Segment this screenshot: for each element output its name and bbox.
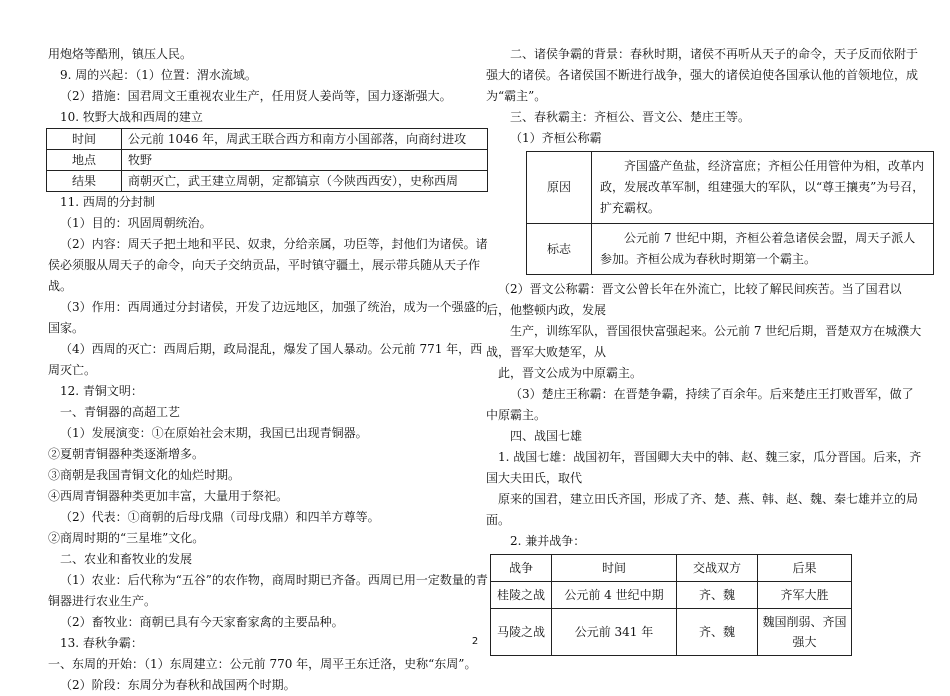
- paragraph: （4）西周的灭亡：西周后期，政局混乱，爆发了国人暴动。公元前 771 年，西周灭亡。: [48, 342, 483, 377]
- table-row: [527, 152, 934, 224]
- table-header: 交战双方: [677, 555, 758, 582]
- table-header: 后果: [758, 555, 852, 582]
- paragraph: （1）发展演变：①在原始社会末期，我国已出现青铜器。: [60, 426, 368, 440]
- table-cell: 结果: [47, 171, 122, 192]
- table-cell: 时间: [47, 129, 122, 150]
- table-row: [491, 582, 852, 609]
- table-cell: 马陵之战: [491, 609, 552, 656]
- paragraph: （2）畜牧业：商朝已具有今天家畜家禽的主要品种。: [60, 615, 344, 629]
- table-row: [491, 609, 852, 656]
- section-heading-12: 12. 青铜文明：: [60, 384, 143, 398]
- paragraph: ④西周青铜器种类更加丰富，大量用于祭祀。: [48, 489, 289, 503]
- paragraph: 二、诸侯争霸的背景：春秋时期，诸侯不再听从天子的命令，天子反而依附于强大的诸侯。各诸侯国不断进行战争，强大的诸侯迫使各国承认他的首领地位，成为“霸主”。: [486, 47, 919, 103]
- page-number: 2: [471, 636, 479, 647]
- paragraph: 原来的国君，建立田氏齐国，形成了齐、楚、燕、韩、赵、魏、秦七雄并立的局面。: [486, 492, 919, 527]
- table-cell: 牧野: [122, 150, 488, 171]
- paragraph: （2）晋文公称霸：晋文公曾长年在外流亡，比较了解民间疾苦。当了国君以后，他整顿内政，发展: [486, 282, 902, 317]
- subheading: 一、青铜器的高超工艺: [60, 405, 181, 419]
- section-heading-10: 10. 牧野大战和西周的建立: [60, 110, 203, 124]
- table-cell: 齐军大胜: [758, 582, 852, 609]
- paragraph: ②商周时期的“三星堆”文化。: [48, 531, 205, 545]
- paragraph: （2）阶段：东周分为春秋和战国两个时期。: [60, 678, 296, 692]
- table-header: 战争: [491, 555, 552, 582]
- subheading: 四、战国七雄: [510, 429, 583, 443]
- paragraph: （2）代表：①商朝的后母戊鼎（司母戊鼎）和四羊方尊等。: [60, 510, 380, 524]
- table-header-row: [491, 555, 852, 582]
- paragraph: （2）措施：国君周文王重视农业生产，任用贤人姜尚等，国力逐渐强大。: [60, 89, 452, 103]
- paragraph: 生产，训练军队，晋国很快富强起来。公元前 7 世纪后期，晋楚双方在城濮大战，晋军大败楚军，从: [486, 324, 922, 359]
- subheading: 二、农业和畜牧业的发展: [60, 552, 193, 566]
- table-cell: 地点: [47, 150, 122, 171]
- table-cell: 魏国削弱、齐国强大: [758, 609, 852, 656]
- qi-huangong-table: [526, 151, 934, 275]
- table-cell: 齐、魏: [677, 609, 758, 656]
- section-heading-11: 11. 西周的分封制: [60, 195, 155, 209]
- table-row: [47, 150, 488, 171]
- table-cell: 齐、魏: [677, 582, 758, 609]
- table-cell: 公元前 4 世纪中期: [552, 582, 677, 609]
- table-cell: 齐国盛产鱼盐，经济富庶；齐桓公任用管仲为相，改革内政，发展改革军制，组建强大的军队，以“尊王攘夷”为号召，扩充霸权。: [592, 152, 934, 224]
- paragraph: 2. 兼并战争：: [510, 534, 586, 548]
- right-column: [486, 44, 925, 656]
- paragraph: （3）作用：西周通过分封诸侯，开发了边远地区，加强了统治，成为一个强盛的国家。: [48, 300, 488, 335]
- table-header: 时间: [552, 555, 677, 582]
- paragraph: 此，晋文公成为中原霸主。: [498, 366, 643, 380]
- paragraph: （3）楚庄王称霸：在晋楚争霸，持续了百余年。后来楚庄王打败晋军，做了中原霸主。: [486, 387, 914, 422]
- paragraph: ②夏朝青铜器种类逐渐增多。: [48, 447, 205, 461]
- paragraph: 一、东周的开始：（1）东周建立：公元前 770 年，周平王东迁洛，史称“东周”。: [48, 657, 477, 671]
- paragraph: ③商朝是我国青铜文化的灿烂时期。: [48, 468, 241, 482]
- table-cell: 公元前 1046 年，周武王联合西方和南方小国部落，向商纣进攻: [122, 129, 488, 150]
- table-row: [47, 171, 488, 192]
- paragraph: （1）齐桓公称霸: [510, 131, 602, 145]
- paragraph: （1）农业：后代称为“五谷”的农作物，商周时期已齐备。西周已用一定数量的青铜器进行农业生产。: [48, 573, 488, 608]
- table-cell: 公元前 341 年: [552, 609, 677, 656]
- table-cell: 公元前 7 世纪中期，齐桓公着急诸侯会盟，周天子派人参加。齐桓公成为春秋时期第一个霸主。: [592, 224, 934, 275]
- muye-battle-table: [46, 128, 488, 192]
- table-cell: 桂陵之战: [491, 582, 552, 609]
- section-heading-9: 9. 周的兴起：（1）位置：渭水流域。: [60, 68, 257, 82]
- paragraph: 1. 战国七雄：战国初年，晋国卿大夫中的韩、赵、魏三家，瓜分晋国。后来，齐国大夫田氏，取代: [486, 450, 922, 485]
- table-cell: 商朝灭亡，武王建立周朝，定都镐京（今陕西西安），史称西周: [122, 171, 488, 192]
- table-row: [47, 129, 488, 150]
- subheading: 三、春秋霸主：齐桓公、晋文公、楚庄王等。: [510, 110, 751, 124]
- section-heading-13: 13. 春秋争霸：: [60, 636, 143, 650]
- paragraph: （2）内容：周天子把土地和平民、奴隶，分给亲属，功臣等，封他们为诸侯。诸侯必须服从周天子的命令，向天子交纳贡品，平时镇守疆土，展示带兵随从天子作战。: [48, 237, 488, 293]
- table-row: [527, 224, 934, 275]
- left-column: [48, 44, 488, 696]
- paragraph: 用炮烙等酷刑，镇压人民。: [48, 47, 193, 61]
- table-cell: 标志: [527, 224, 592, 275]
- paragraph: （1）目的：巩固周朝统治。: [60, 216, 212, 230]
- table-cell: 原因: [527, 152, 592, 224]
